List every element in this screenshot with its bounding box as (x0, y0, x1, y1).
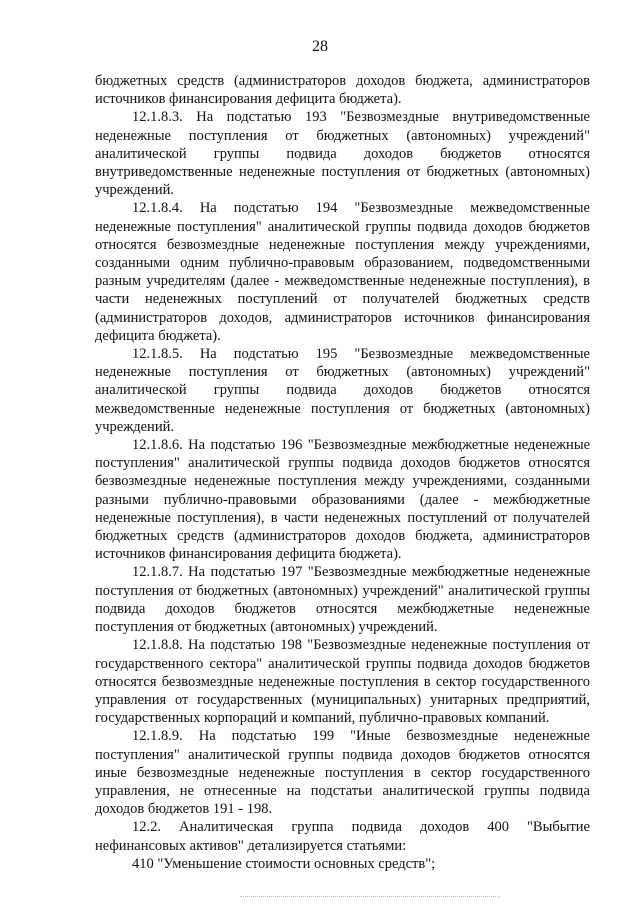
document-body (95, 72, 590, 873)
page-number: 28 (312, 38, 328, 55)
paragraph-12-1-8-9: 12.1.8.9. На подстатью 199 "Иные безвозмездные неденежные поступления" аналитической группы подвида доходов бюджетов относятся иные безвозмездные неденежные поступления в сектор государственного управления, не отнесенные на подстатьи аналитической группы подвида доходов бюджетов 191 - 198. (95, 728, 590, 818)
paragraph-12-1-8-7: 12.1.8.7. На подстатью 197 "Безвозмездные межбюджетные неденежные поступления от бюджетных (автономных) учреждений" аналитической группы подвида доходов бюджетов относятся межбюджетные неденежные поступления от бюджетных (автономных) учреждений. (95, 564, 590, 636)
paragraph-12-2: 12.2. Аналитическая группа подвида доходов 400 "Выбытие нефинансовых активов" детализируется статьями: (95, 819, 590, 854)
scan-artifact-line (240, 896, 500, 899)
paragraph-12-1-8-3: 12.1.8.3. На подстатью 193 "Безвозмездные внутриведомственные неденежные поступления от бюджетных (автономных) учреждений" аналитической группы подвида доходов бюджетов относятся внутриведомственные неденежные поступления от бюджетных (автономных) учреждений. (95, 109, 590, 199)
paragraph-continuation: бюджетных средств (администраторов доходов бюджета, администраторов источников финансирования дефицита бюджета). (95, 73, 590, 108)
paragraph-12-1-8-4: 12.1.8.4. На подстатью 194 "Безвозмездные межведомственные неденежные поступления" аналитической группы подвида доходов бюджетов относятся безвозмездные неденежные поступления между учреждениями, созданными одним публично-правовым образованием, подведомственными разным учредителям (далее - межведомственные неденежные поступления), в части неденежных поступлений от получателей бюджетных средств (администраторов доходов, администраторов источников финансирования дефицита бюджета). (95, 200, 590, 344)
paragraph-12-1-8-6: 12.1.8.6. На подстатью 196 "Безвозмездные межбюджетные неденежные поступления" аналитической группы подвида доходов бюджетов относятся безвозмездные неденежные поступления между учреждениями, созданными разными публично-правовыми образованиями (далее - межбюджетные неденежные поступления), в части неденежных поступлений от получателей бюджетных средств (администраторов доходов бюджета, администраторов источников финансирования дефицита бюджета). (95, 437, 590, 563)
paragraph-12-1-8-8: 12.1.8.8. На подстатью 198 "Безвозмездные неденежные поступления от государственного сектора" аналитической группы подвида доходов бюджетов относятся безвозмездные неденежные поступления в сектор государственного управления от государственных (муниципальных) унитарных предприятий, государственных корпораций и компаний, публично-правовых компаний. (95, 637, 590, 727)
paragraph-410: 410 "Уменьшение стоимости основных средств"; (132, 855, 436, 872)
paragraph-12-1-8-5: 12.1.8.5. На подстатью 195 "Безвозмездные межведомственные неденежные поступления от бюджетных (автономных) учреждений" аналитической группы подвида доходов бюджетов относятся межведомственные неденежные поступления от бюджетных (автономных) учреждений. (95, 346, 590, 435)
